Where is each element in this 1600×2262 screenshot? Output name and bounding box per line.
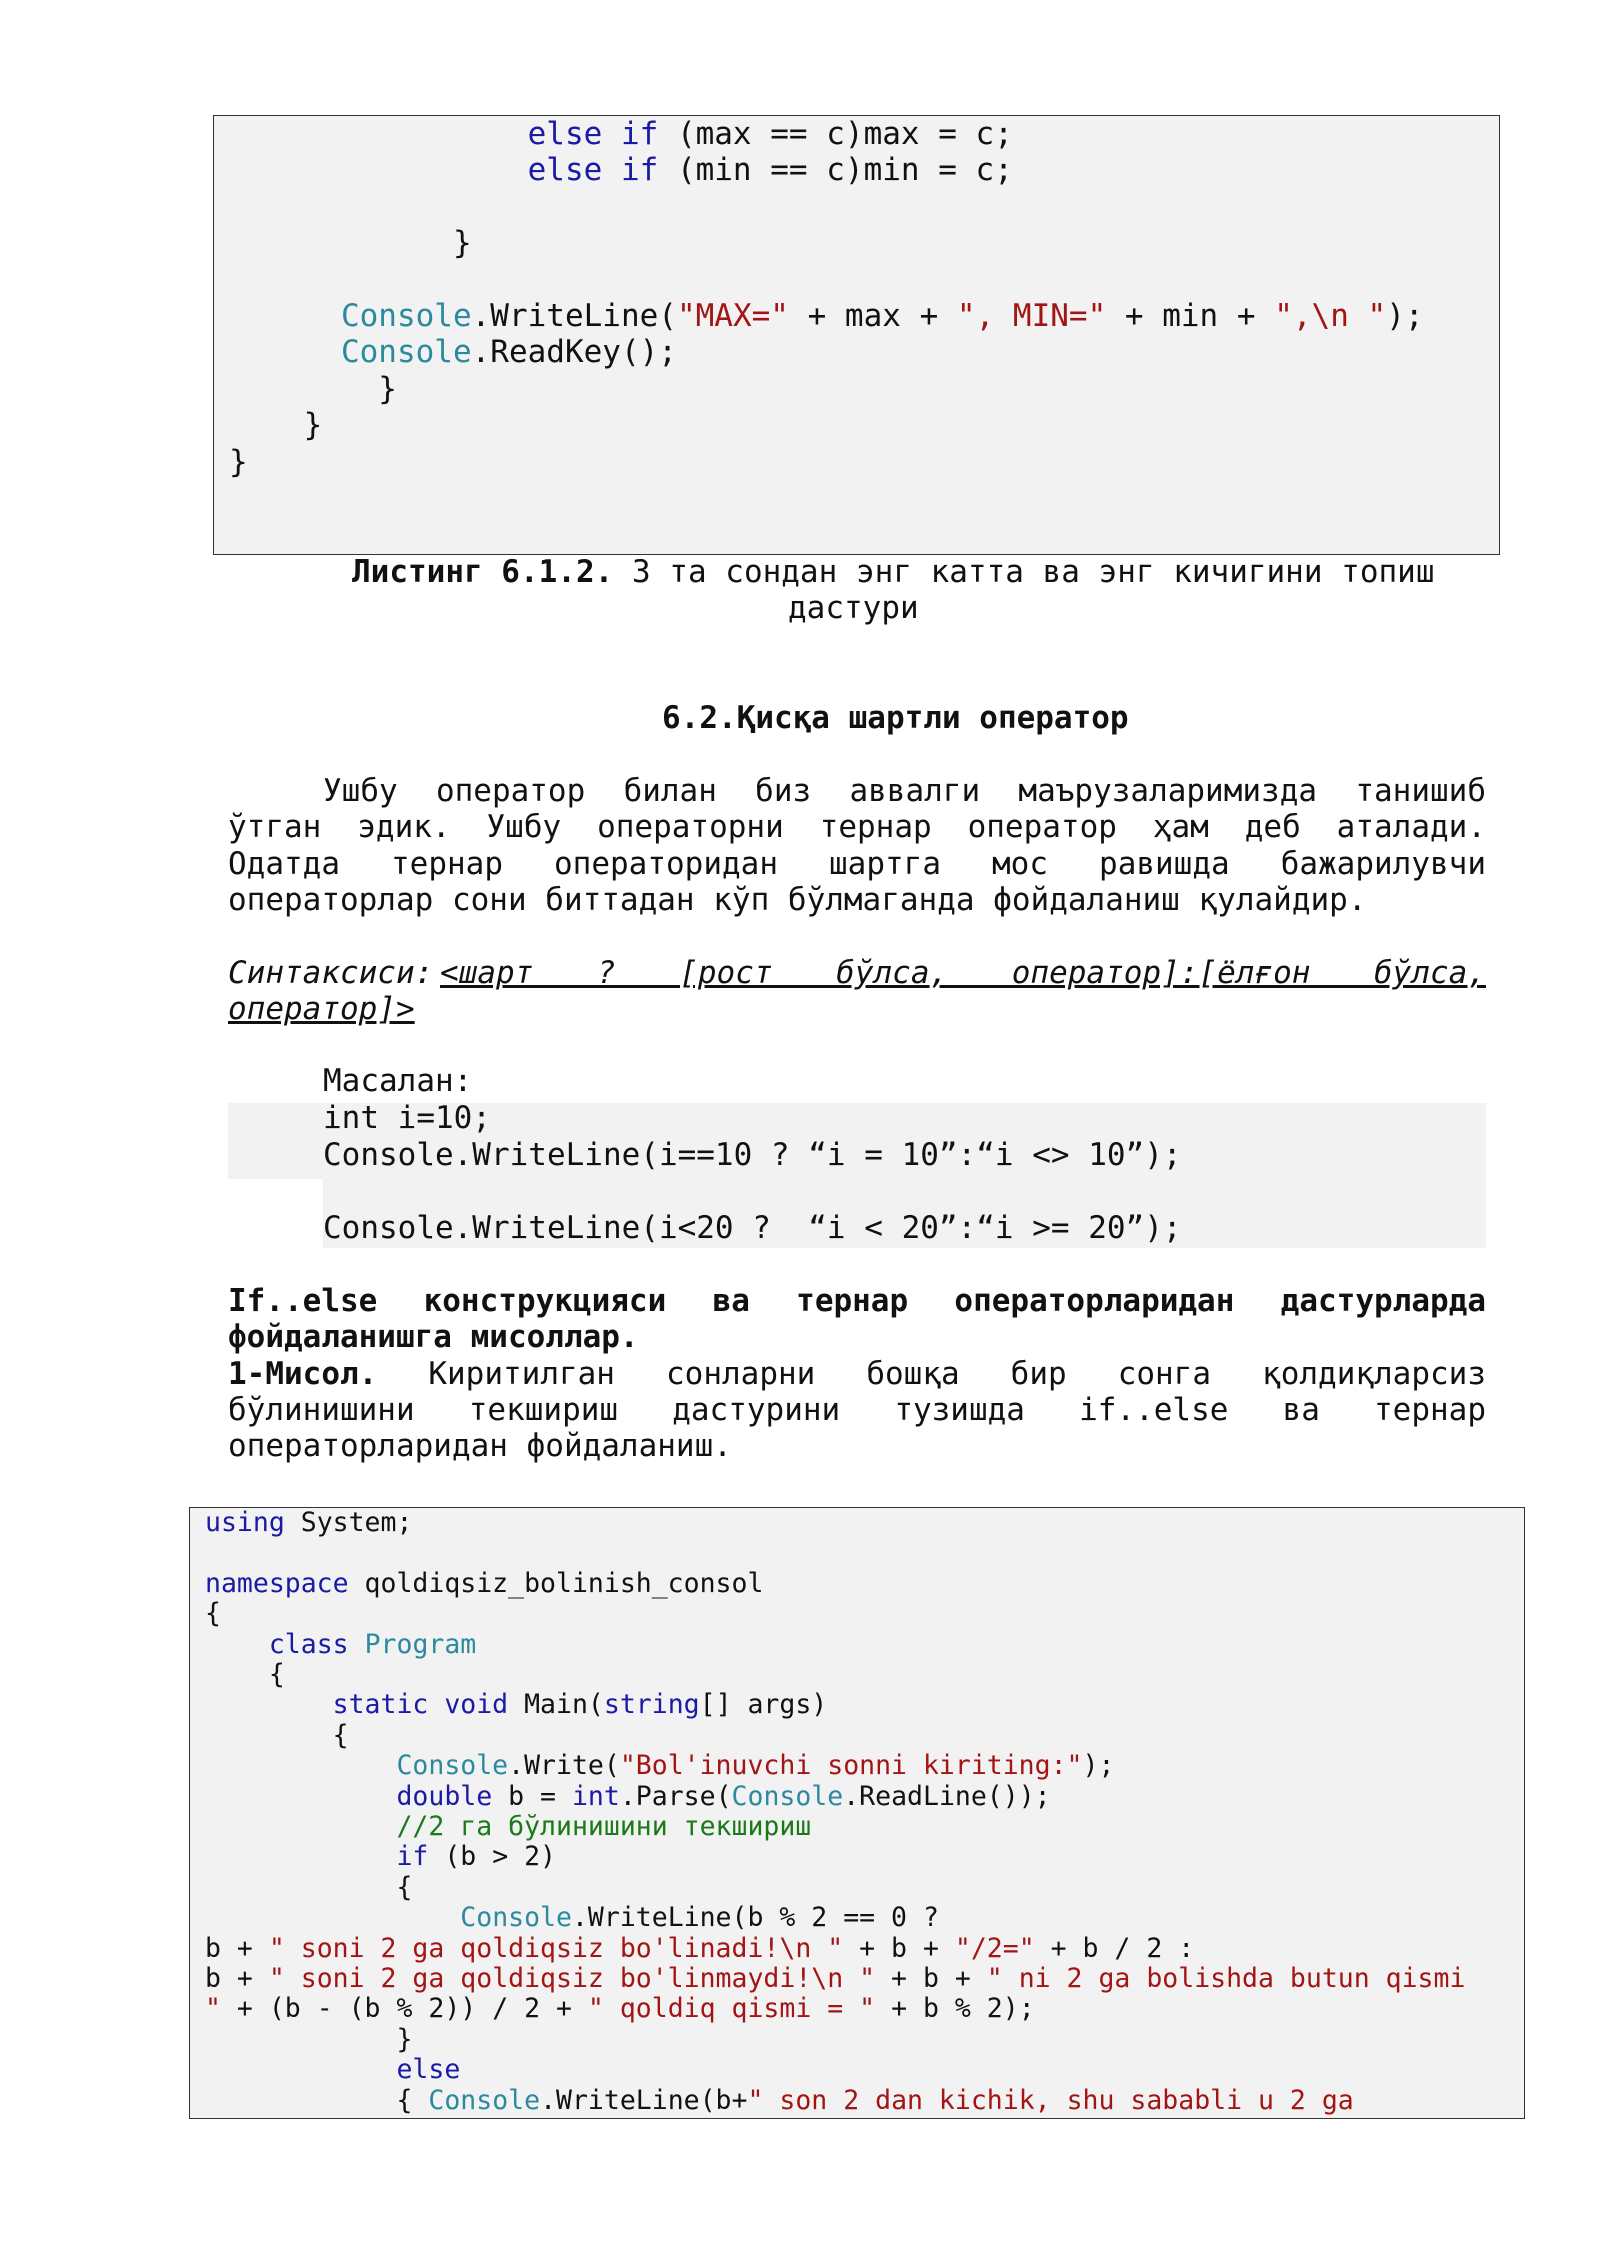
code-token: Console <box>396 1750 509 1782</box>
code-token: " son 2 dan kichik, shu sababli u 2 ga <box>747 2084 1354 2116</box>
code-token: .ReadKey(); <box>471 334 677 371</box>
code-token: { <box>205 1598 221 1630</box>
code-line <box>205 1721 349 1751</box>
code-token <box>205 2054 396 2085</box>
code-token: ", MIN=" <box>956 298 1107 334</box>
code-token: double <box>396 1780 493 1812</box>
code-token <box>205 1750 396 1781</box>
code-token: .Write( <box>508 1750 620 1782</box>
code-line <box>205 1782 1051 1812</box>
examples-heading-line-2: фойдаланишга мисоллар. <box>228 1319 639 1355</box>
code-token <box>205 1689 333 1720</box>
code-line <box>229 225 472 261</box>
code-token <box>229 152 528 188</box>
example-code-line-1: int i=10; <box>323 1100 491 1136</box>
code-token: (b > 2) <box>428 1841 557 1873</box>
syntax-line-2: оператор]> <box>228 991 415 1027</box>
code-token <box>349 1629 365 1660</box>
listing-caption-text: 3 та сондан энг катта ва энг кичигини топиш <box>613 554 1435 590</box>
section-heading: 6.2.Қисқа шартли оператор <box>662 700 1129 736</box>
example-code-line-4: Console.WriteLine(i<20 ? “i < 20”:“i >= 20”); <box>323 1210 1182 1246</box>
code-line <box>229 407 322 443</box>
code-token: + b % 2); <box>875 1993 1035 2025</box>
code-token: .ReadLine()); <box>843 1780 1051 1812</box>
code-line <box>205 2055 460 2085</box>
code-line <box>205 1903 939 1933</box>
code-line <box>205 1751 1114 1781</box>
example-code-line-2: Console.WriteLine(i==10 ? “i = 10”:“i <> 10”); <box>323 1137 1182 1173</box>
code-token: ); <box>1386 298 1424 334</box>
code-token: } <box>229 225 472 262</box>
code-token <box>205 1841 396 1872</box>
paragraph-line-3: Одатда тернар операторидан шартга мос равишда бажарилувчи <box>228 846 1486 882</box>
code-token: Console <box>731 1780 844 1812</box>
code-token: class <box>268 1628 349 1660</box>
code-line <box>205 1630 476 1660</box>
code-token: b = <box>492 1780 572 1812</box>
code-token: qoldiqsiz_bolinish_consol <box>348 1567 764 1599</box>
listing-caption-line2: дастури <box>788 590 919 626</box>
paragraph-line-4: операторлар сони биттадан кўп бўлмаганда фойдаланиш қулайдир. <box>228 882 1367 918</box>
code-token: Console <box>428 2084 541 2116</box>
code-line <box>205 1873 412 1903</box>
code-token: [] args) <box>699 1689 828 1721</box>
code-token: Console <box>460 1902 572 1934</box>
code-token: + b + <box>875 1963 987 1994</box>
code-listing-1 <box>213 115 1500 555</box>
code-token: else if <box>527 116 659 152</box>
code-token <box>205 1781 396 1812</box>
listing-caption <box>352 554 1435 590</box>
code-line <box>229 444 248 480</box>
code-token: "Bol'inuvchi sonni kiriting:" <box>619 1750 1083 1782</box>
paragraph-line-1: Ушбу оператор билан биз аввалги маърузаларимизда танишиб <box>323 773 1486 809</box>
code-token: } <box>229 370 397 407</box>
code-token: .WriteLine( <box>471 298 677 334</box>
code-line <box>229 116 1013 152</box>
code-token: " soni 2 ga qoldiqsiz bo'linadi!\n " <box>268 1932 844 1964</box>
code-line <box>205 1812 811 1842</box>
code-token <box>229 334 341 370</box>
code-token: + min + <box>1106 298 1275 334</box>
code-token: + max + <box>788 298 957 334</box>
code-token: ); <box>1082 1750 1115 1782</box>
code-token: b + <box>205 1963 269 1994</box>
code-token: Console <box>340 334 472 371</box>
example-1-line-1 <box>228 1356 1486 1393</box>
code-line <box>205 1842 556 1872</box>
code-token: } <box>229 407 323 444</box>
code-token: } <box>205 2023 413 2055</box>
examples-heading-line-1: If..else конструкцияси ва тернар операторларидан дастурларда <box>228 1283 1486 1319</box>
syntax-label: Синтаксиси: <box>228 955 434 991</box>
code-token: .WriteLine(b+ <box>540 2084 748 2116</box>
code-token <box>205 1811 396 1842</box>
example-1-label: 1-Мисол. <box>228 1356 378 1392</box>
code-token: static void <box>332 1689 509 1721</box>
listing-caption-label: Листинг 6.1.2. <box>352 554 614 590</box>
code-token <box>229 116 528 152</box>
code-line <box>205 1934 1194 1964</box>
code-line <box>205 1599 221 1629</box>
code-token <box>229 298 341 334</box>
code-token: else <box>396 2054 461 2086</box>
example-1-line-2: бўлинишини текшириш дастурини тузишда if..else ва тернар <box>228 1392 1486 1428</box>
code-token: Main( <box>508 1689 604 1721</box>
paragraph-line-2: ўтган эдик. Ушбу операторни тернар оператор ҳам деб аталади. <box>228 809 1486 845</box>
code-token: "/2=" <box>954 1932 1035 1964</box>
code-token: .Parse( <box>619 1780 732 1812</box>
code-line <box>205 2086 1354 2116</box>
code-token: Program <box>364 1628 477 1660</box>
code-token: namespace <box>205 1567 349 1599</box>
code-token: " qoldiq qismi = " <box>587 1993 876 2025</box>
code-token: using <box>205 1507 285 1538</box>
example-1-line-3: операторларидан фойдаланиш. <box>228 1428 732 1464</box>
code-token: (max == c)max = c; <box>658 116 1013 152</box>
code-line <box>205 1508 412 1538</box>
code-line <box>229 298 1424 334</box>
code-line <box>229 334 677 370</box>
code-token: ",\n " <box>1274 298 1387 334</box>
code-token: (min == c)min = c; <box>658 152 1013 189</box>
code-line <box>205 1964 1465 1994</box>
code-token: if <box>396 1841 429 1873</box>
code-line <box>229 371 397 407</box>
code-token: + b + <box>843 1932 955 1964</box>
code-token: Console <box>340 298 472 334</box>
code-token: .WriteLine(b % 2 == 0 ? <box>571 1902 939 1934</box>
example-1-text: Киритилган сонларни бошқа бир сонга қолдиқларсиз <box>377 1356 1486 1392</box>
code-token: else if <box>527 152 659 189</box>
code-token: " <box>205 1993 221 2025</box>
code-token: b + <box>205 1932 269 1964</box>
code-token: " ni 2 ga bolishda butun qismi <box>986 1963 1466 1994</box>
code-token: + b / 2 : <box>1034 1932 1195 1964</box>
code-token <box>205 1629 269 1660</box>
code-token: } <box>229 443 248 480</box>
code-line <box>205 1660 285 1690</box>
code-line <box>229 152 1013 188</box>
code-token: " soni 2 ga qoldiqsiz bo'linmaydi!\n " <box>268 1963 876 1994</box>
code-token: { <box>205 1659 285 1690</box>
code-line <box>205 2025 412 2055</box>
code-token: string <box>603 1689 700 1721</box>
code-line <box>205 1994 1035 2024</box>
code-token: { <box>205 1871 413 1903</box>
code-listing-2 <box>189 1507 1525 2119</box>
code-line <box>205 1569 763 1599</box>
code-token <box>205 1902 460 1933</box>
code-token: System; <box>284 1507 413 1538</box>
code-token: "MAX=" <box>676 298 789 334</box>
code-token: { <box>205 2084 429 2116</box>
syntax-line-1: <шарт ? [рост бўлса, оператор]:[ёлғон бўлса, <box>440 955 1486 991</box>
example-label: Масалан: <box>323 1063 473 1099</box>
code-token: int <box>571 1780 620 1812</box>
code-token: { <box>205 1719 349 1751</box>
code-token: + (b - (b % 2)) / 2 + <box>220 1993 588 2025</box>
code-line <box>205 1690 827 1720</box>
code-token: //2 га бўлинишини текшириш <box>396 1811 812 1842</box>
